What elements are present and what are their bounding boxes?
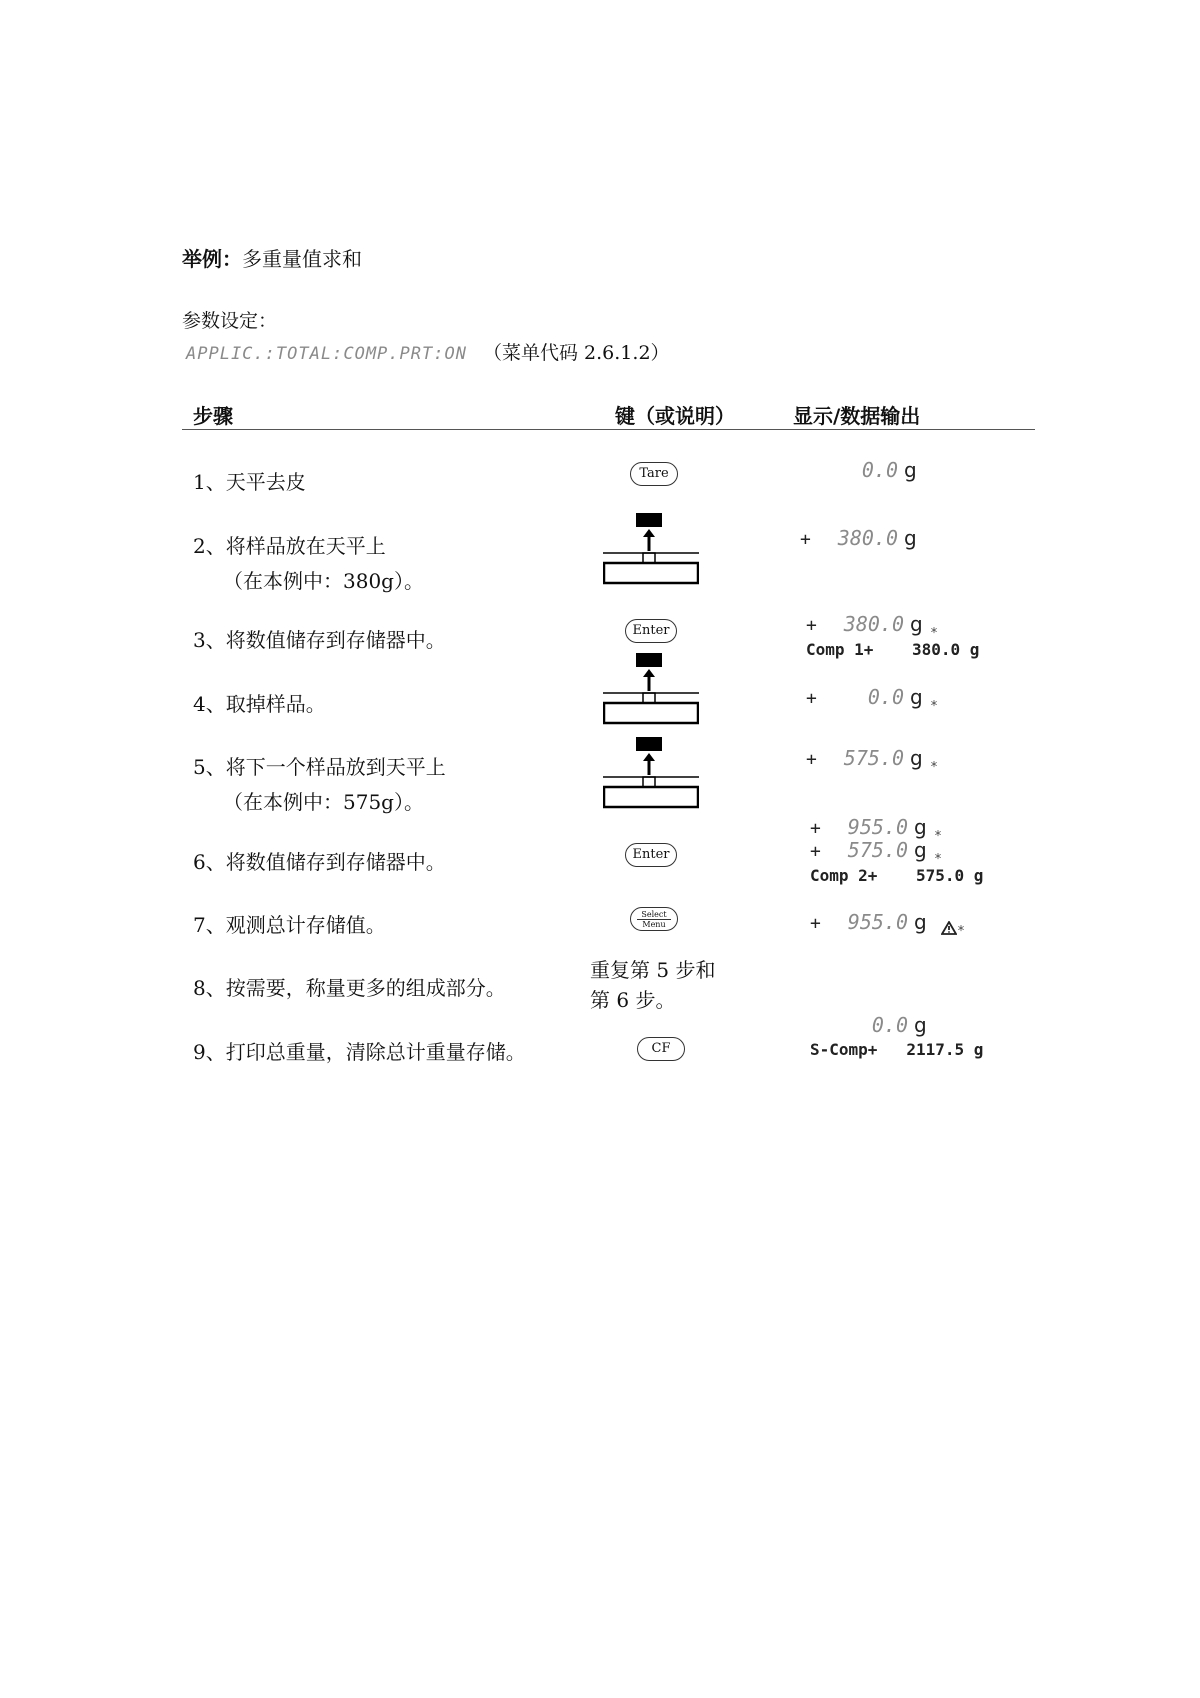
header-key: 键（或说明） — [615, 404, 735, 428]
step-3 — [193, 624, 446, 653]
step-8 — [193, 972, 506, 1001]
param-separator: : — [332, 344, 344, 364]
step-text: 8、按需要，称量更多的组成部分。 — [193, 976, 506, 1000]
display-value: 955.0 — [847, 910, 908, 934]
star-indicator: * — [957, 924, 965, 939]
star-indicator: * — [930, 760, 938, 775]
display-unit: g — [904, 458, 917, 482]
header-step: 步骤 — [193, 404, 233, 428]
param-separator: : — [433, 344, 445, 364]
warning-triangle-icon — [941, 921, 957, 935]
step-text: 7、观测总计存储值。 — [193, 913, 386, 937]
display-unit: g — [904, 526, 917, 550]
step-text: 6、将数值储存到存储器中。 — [193, 850, 446, 874]
param-settings-line — [186, 338, 670, 365]
param-seg-comp: COMP.PRT — [343, 344, 434, 364]
example-title — [182, 243, 362, 272]
step-text: 2、将样品放在天平上 — [193, 534, 386, 558]
step-text: 1、天平去皮 — [193, 470, 306, 494]
step-text: 9、打印总重量，清除总计重量存储。 — [193, 1040, 526, 1064]
display-unit: g — [914, 910, 927, 934]
param-separator: : — [264, 344, 276, 364]
display-sign: + — [810, 841, 821, 862]
display-sign: + — [806, 749, 817, 770]
display-6-total — [810, 815, 942, 844]
example-label: 举例： — [182, 247, 242, 271]
display-7 — [810, 910, 965, 939]
step-2 — [193, 530, 424, 594]
display-value: 380.0 — [837, 526, 898, 550]
display-sign: + — [810, 818, 821, 839]
print-output-comp2: Comp 2+ 575.0 g — [810, 866, 984, 885]
tare-key[interactable]: Tare — [630, 462, 678, 486]
repeat-note — [590, 955, 715, 1015]
step-7 — [193, 909, 386, 938]
enter-key[interactable]: Enter — [625, 619, 677, 643]
step-subtext: （在本例中：380g）。 — [223, 569, 424, 593]
param-seg-on: ON — [444, 344, 467, 364]
repeat-line-1: 重复第 5 步和 — [590, 958, 716, 982]
display-value: 0.0 — [861, 458, 898, 482]
header-display: 显示/数据输出 — [793, 404, 921, 428]
display-1 — [800, 458, 917, 482]
display-value: 0.0 — [871, 1013, 908, 1037]
param-settings-label: 参数设定： — [182, 310, 278, 332]
star-indicator: * — [934, 829, 942, 844]
param-seg-total: TOTAL — [275, 344, 333, 364]
display-unit: g — [910, 612, 923, 636]
select-menu-key[interactable] — [630, 907, 678, 931]
step-1 — [193, 466, 306, 495]
display-6-component — [810, 838, 942, 867]
display-4 — [806, 685, 938, 714]
display-value: 0.0 — [867, 685, 904, 709]
enter-key[interactable]: Enter — [625, 843, 677, 867]
display-value: 575.0 — [847, 838, 908, 862]
menu-code: （菜单代码 2.6.1.2） — [483, 342, 670, 364]
step-text: 4、取掉样品。 — [193, 692, 326, 716]
star-indicator: * — [934, 852, 942, 867]
display-sign: + — [806, 688, 817, 709]
step-subtext: （在本例中：575g）。 — [223, 790, 424, 814]
select-key-label: Select — [641, 910, 667, 919]
display-3 — [806, 612, 938, 641]
step-5 — [193, 751, 446, 815]
display-value: 575.0 — [843, 746, 904, 770]
place-sample-icon — [603, 513, 699, 587]
header-rule — [182, 429, 1035, 430]
step-6 — [193, 846, 446, 875]
display-unit: g — [910, 746, 923, 770]
step-9 — [193, 1036, 526, 1065]
remove-sample-icon — [603, 653, 699, 727]
display-unit: g — [914, 815, 927, 839]
print-output-comp1: Comp 1+ 380.0 g — [806, 640, 980, 659]
display-2 — [800, 526, 917, 550]
display-unit: g — [910, 685, 923, 709]
display-sign: + — [810, 913, 821, 934]
display-value: 380.0 — [843, 612, 904, 636]
display-sign: + — [800, 529, 811, 550]
display-unit: g — [914, 838, 927, 862]
display-unit: g — [914, 1013, 927, 1037]
menu-key-label: Menu — [637, 919, 671, 929]
print-output-scomp: S-Comp+ 2117.5 g — [810, 1040, 984, 1059]
step-text: 5、将下一个样品放到天平上 — [193, 755, 446, 779]
display-5 — [806, 746, 938, 775]
display-sign: + — [806, 615, 817, 636]
display-9 — [810, 1013, 927, 1037]
step-4 — [193, 688, 326, 717]
step-text: 3、将数值储存到存储器中。 — [193, 628, 446, 652]
example-text: 多重量值求和 — [242, 247, 362, 271]
display-value: 955.0 — [847, 815, 908, 839]
star-indicator: * — [930, 626, 938, 641]
place-next-sample-icon — [603, 737, 699, 811]
star-indicator: * — [930, 699, 938, 714]
cf-key[interactable]: CF — [637, 1037, 685, 1061]
repeat-line-2: 第 6 步。 — [590, 988, 676, 1012]
param-seg-applic: APPLIC. — [186, 344, 265, 364]
